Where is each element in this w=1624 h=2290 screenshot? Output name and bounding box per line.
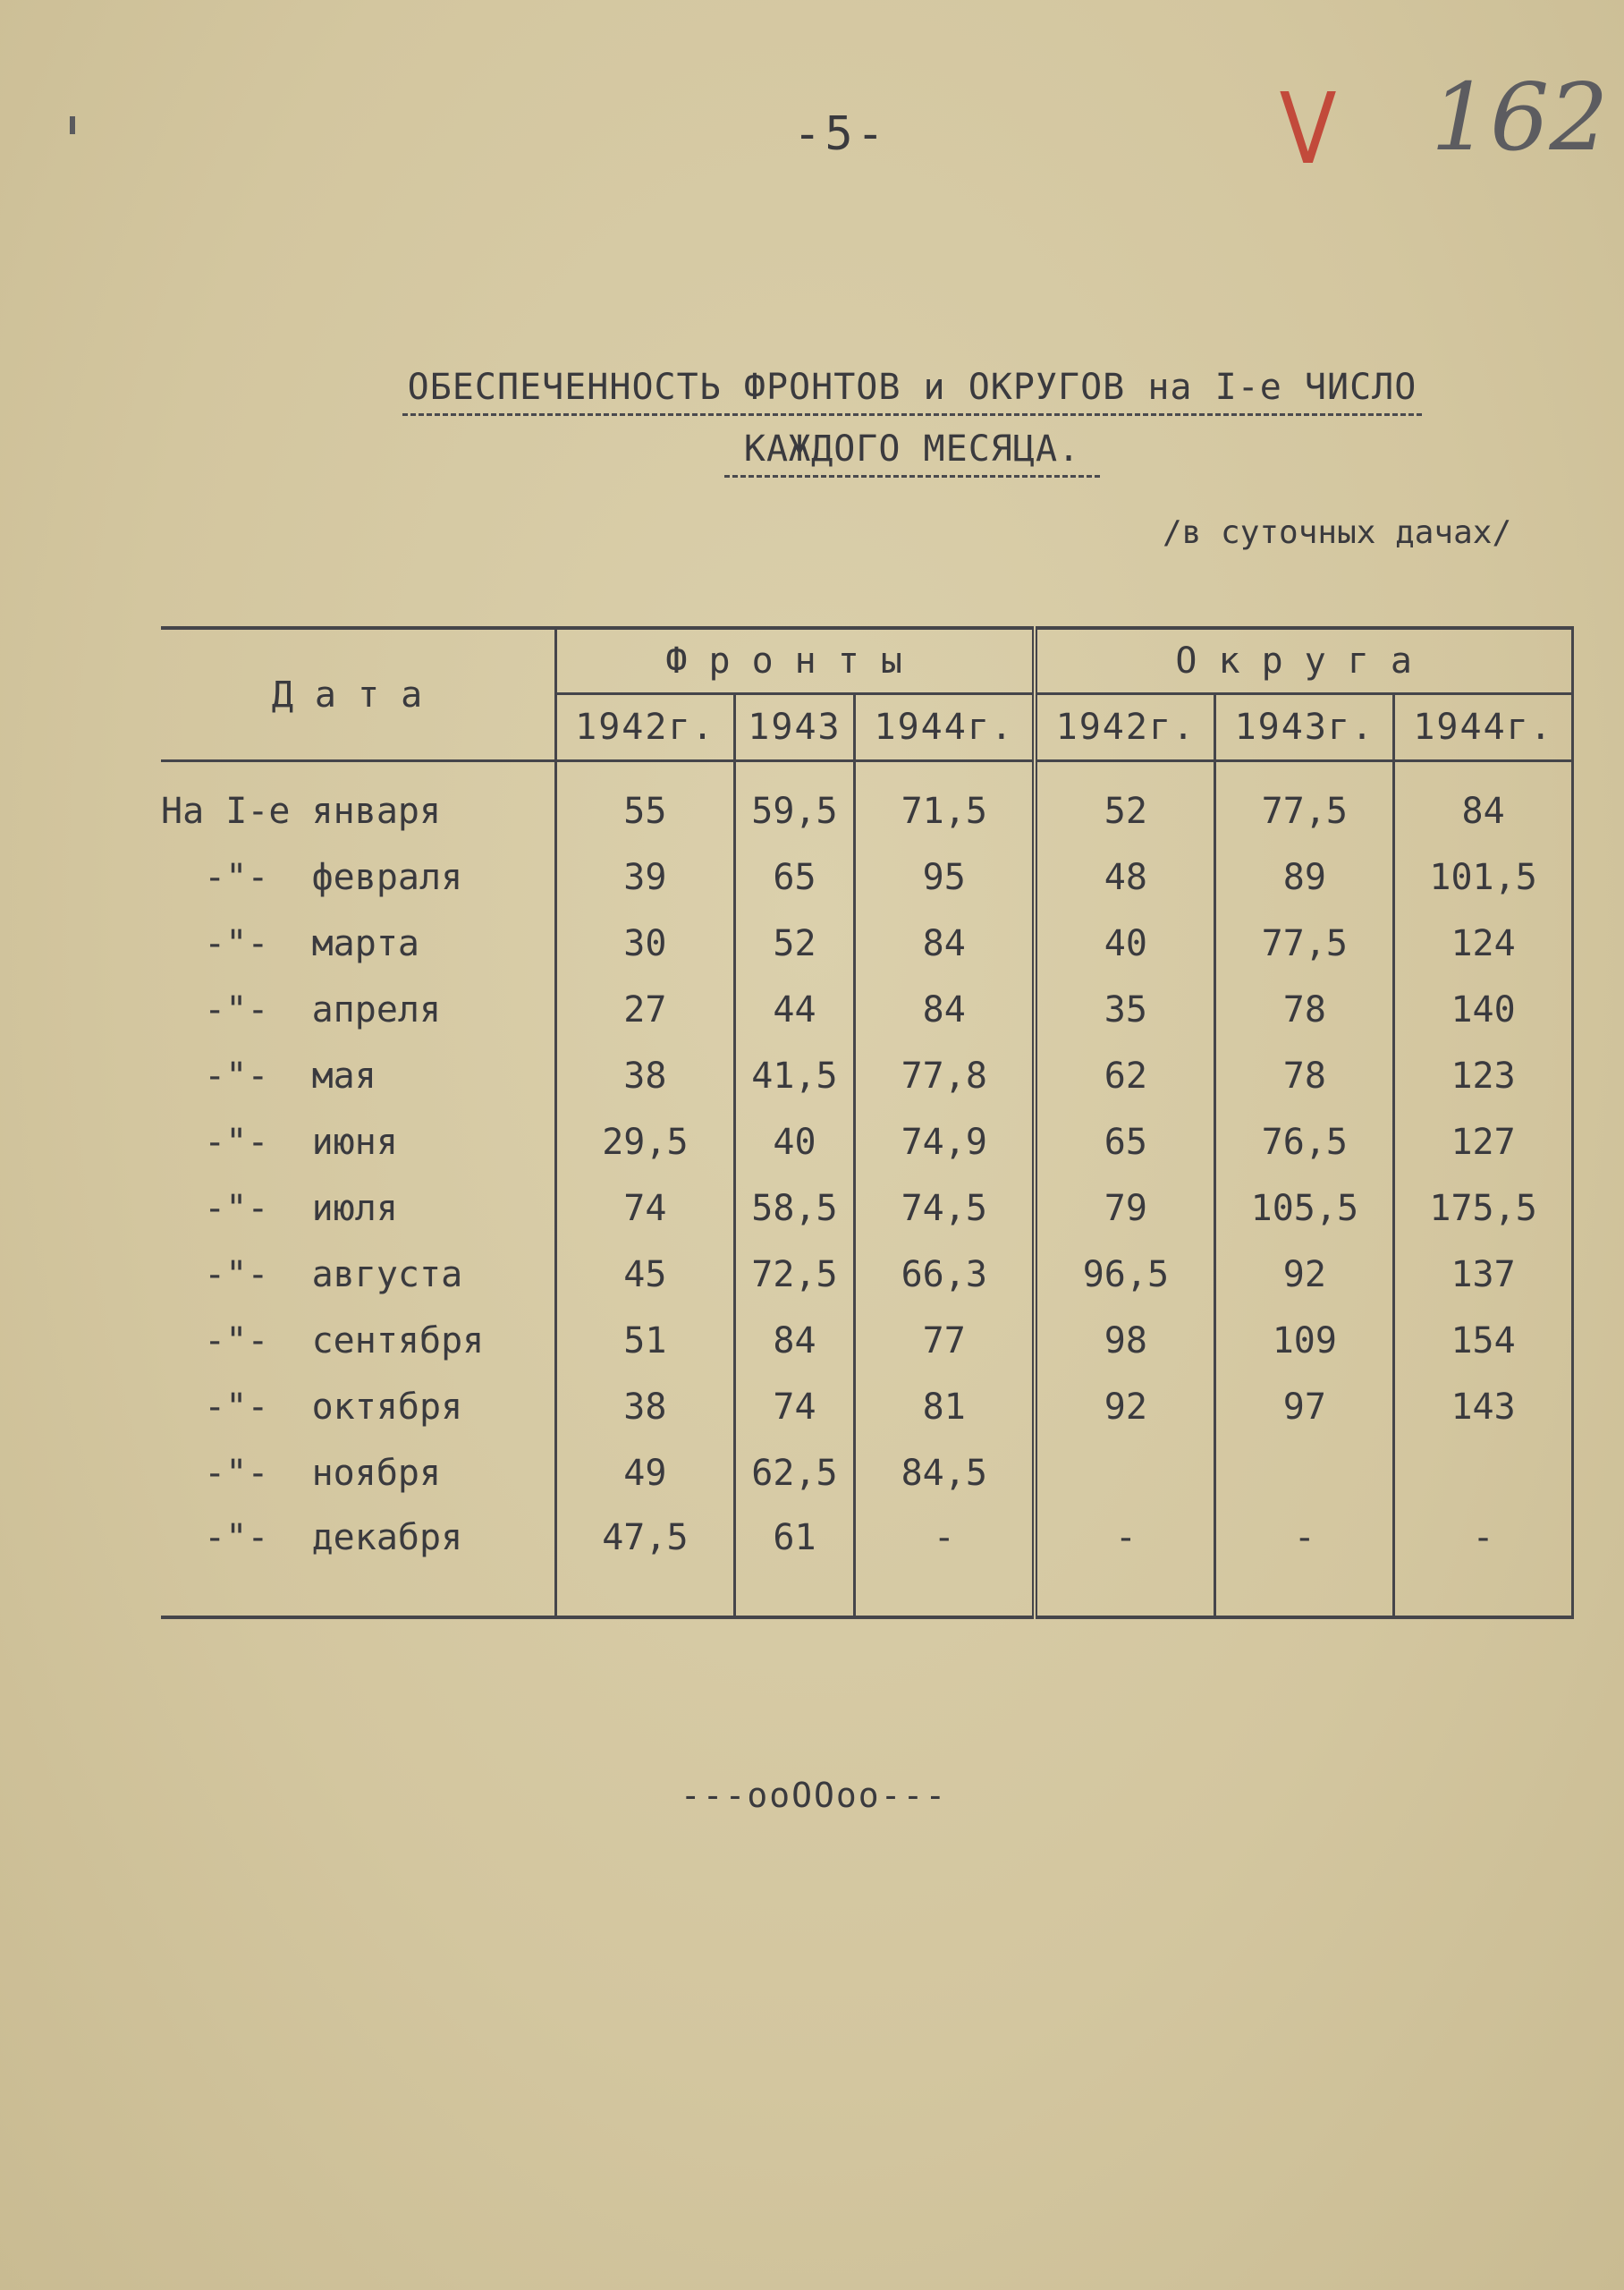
table-cell: 52 — [734, 911, 854, 977]
red-check-mark: V — [1279, 72, 1337, 186]
table-cell — [1035, 1440, 1215, 1506]
table-cell: 72,5 — [734, 1242, 854, 1308]
table-cell: 101,5 — [1394, 844, 1573, 911]
table-row — [161, 911, 1573, 977]
table-cell: 65 — [734, 844, 854, 911]
table-cell: 74 — [734, 1374, 854, 1440]
folio-number: 162 — [1431, 63, 1609, 172]
table-cell: - — [1035, 1506, 1215, 1617]
table-cell: 55 — [556, 761, 735, 845]
table-cell: 77,5 — [1215, 911, 1394, 977]
table-cell: 98 — [1035, 1308, 1215, 1374]
table-cell: 81 — [855, 1374, 1036, 1440]
table-cell: 97 — [1215, 1374, 1394, 1440]
year-column-header: 1942г. — [556, 694, 735, 761]
table-cell: 58,5 — [734, 1175, 854, 1242]
table-cell: 127 — [1394, 1109, 1573, 1175]
year-column-header: 1942г. — [1035, 694, 1215, 761]
row-date-label: -"- ноября — [161, 1453, 442, 1494]
table-cell: 109 — [1215, 1308, 1394, 1374]
table-row — [161, 761, 1573, 845]
table-cell: - — [1215, 1506, 1394, 1617]
table-cell: 78 — [1215, 1043, 1394, 1109]
table-cell: 38 — [556, 1374, 735, 1440]
page-number: -5- — [793, 107, 888, 161]
table-cell: 123 — [1394, 1043, 1573, 1109]
row-date-label: -"- августа — [161, 1254, 463, 1295]
table-cell: - — [855, 1506, 1036, 1617]
table-cell: 40 — [734, 1109, 854, 1175]
units-note: /в суточных дачах/ — [1163, 514, 1512, 551]
table-cell: 66,3 — [855, 1242, 1036, 1308]
table-cell: 92 — [1035, 1374, 1215, 1440]
table-row — [161, 844, 1573, 911]
districts-group-header: Округа — [1035, 628, 1572, 694]
table-cell: 77 — [855, 1308, 1036, 1374]
table-cell: 79 — [1035, 1175, 1215, 1242]
table-cell: 59,5 — [734, 761, 854, 845]
row-date-label: -"- июля — [161, 1188, 398, 1229]
table-cell: 35 — [1035, 977, 1215, 1043]
year-column-header: 1943г. — [1215, 694, 1394, 761]
table-cell: 140 — [1394, 977, 1573, 1043]
row-date-label: -"- мая — [161, 1056, 376, 1097]
table-row — [161, 1109, 1573, 1175]
table-cell — [1394, 1440, 1573, 1506]
table-row — [161, 1043, 1573, 1109]
table-cell: 92 — [1215, 1242, 1394, 1308]
table-cell: 89 — [1215, 844, 1394, 911]
table-cell: 84 — [1394, 761, 1573, 845]
table-cell: - — [1394, 1506, 1573, 1617]
table-cell: 78 — [1215, 977, 1394, 1043]
row-date-label: -"- апреля — [161, 989, 442, 1030]
title-line-1: ОБЕСПЕЧЕННОСТЬ ФРОНТОВ и ОКРУГОВ на I-е ЧИСЛО — [402, 367, 1422, 416]
supply-table — [161, 626, 1574, 1619]
table-cell: 48 — [1035, 844, 1215, 911]
table-cell: 30 — [556, 911, 735, 977]
table-cell: 175,5 — [1394, 1175, 1573, 1242]
table-cell: 52 — [1035, 761, 1215, 845]
table-cell: 77,8 — [855, 1043, 1036, 1109]
table-cell — [1215, 1440, 1394, 1506]
table-cell: 154 — [1394, 1308, 1573, 1374]
table-row — [161, 1308, 1573, 1374]
year-column-header: 1944г. — [1394, 694, 1573, 761]
table-row — [161, 1440, 1573, 1506]
table-cell: 51 — [556, 1308, 735, 1374]
row-date-label: -"- июня — [161, 1122, 398, 1163]
table-cell: 65 — [1035, 1109, 1215, 1175]
row-date-label: -"- сентября — [161, 1320, 485, 1361]
table-cell: 74 — [556, 1175, 735, 1242]
table-cell: 105,5 — [1215, 1175, 1394, 1242]
table-cell: 61 — [734, 1506, 854, 1617]
table-cell: 124 — [1394, 911, 1573, 977]
year-column-header: 1944г. — [855, 694, 1036, 761]
document-title — [393, 367, 1431, 490]
table-row — [161, 1374, 1573, 1440]
table-cell: 41,5 — [734, 1043, 854, 1109]
table-cell: 71,5 — [855, 761, 1036, 845]
row-date-label: -"- октября — [161, 1387, 463, 1428]
table-cell: 39 — [556, 844, 735, 911]
row-date-label: -"- марта — [161, 923, 419, 964]
table-row — [161, 977, 1573, 1043]
table-cell: 137 — [1394, 1242, 1573, 1308]
end-mark: ---ooOOoo--- — [680, 1776, 948, 1815]
table-cell: 95 — [855, 844, 1036, 911]
table-cell: 38 — [556, 1043, 735, 1109]
table-cell: 29,5 — [556, 1109, 735, 1175]
date-column-header: Дата — [161, 628, 556, 761]
table-cell: 74,5 — [855, 1175, 1036, 1242]
table-cell: 27 — [556, 977, 735, 1043]
title-line-2: КАЖДОГО МЕСЯЦА. — [724, 428, 1100, 478]
table-cell: 44 — [734, 977, 854, 1043]
table-cell: 77,5 — [1215, 761, 1394, 845]
table-cell: 47,5 — [556, 1506, 735, 1617]
table-cell: 62 — [1035, 1043, 1215, 1109]
table-cell: 40 — [1035, 911, 1215, 977]
table-cell: 45 — [556, 1242, 735, 1308]
table-cell: 76,5 — [1215, 1109, 1394, 1175]
table-cell: 84 — [855, 911, 1036, 977]
table-cell: 96,5 — [1035, 1242, 1215, 1308]
table-cell: 49 — [556, 1440, 735, 1506]
table-cell: 143 — [1394, 1374, 1573, 1440]
year-column-header: 1943 — [734, 694, 854, 761]
table-cell: 84,5 — [855, 1440, 1036, 1506]
table-cell: 84 — [734, 1308, 854, 1374]
margin-mark — [70, 116, 75, 134]
table-row — [161, 1242, 1573, 1308]
row-date-label: На I-е января — [161, 791, 442, 832]
row-date-label: -"- февраля — [161, 857, 463, 898]
table-cell: 74,9 — [855, 1109, 1036, 1175]
table-cell: 84 — [855, 977, 1036, 1043]
table-row — [161, 1175, 1573, 1242]
table-cell: 62,5 — [734, 1440, 854, 1506]
row-date-label: -"- декабря — [161, 1517, 463, 1558]
table-row — [161, 1506, 1573, 1617]
fronts-group-header: Фронты — [556, 628, 1036, 694]
